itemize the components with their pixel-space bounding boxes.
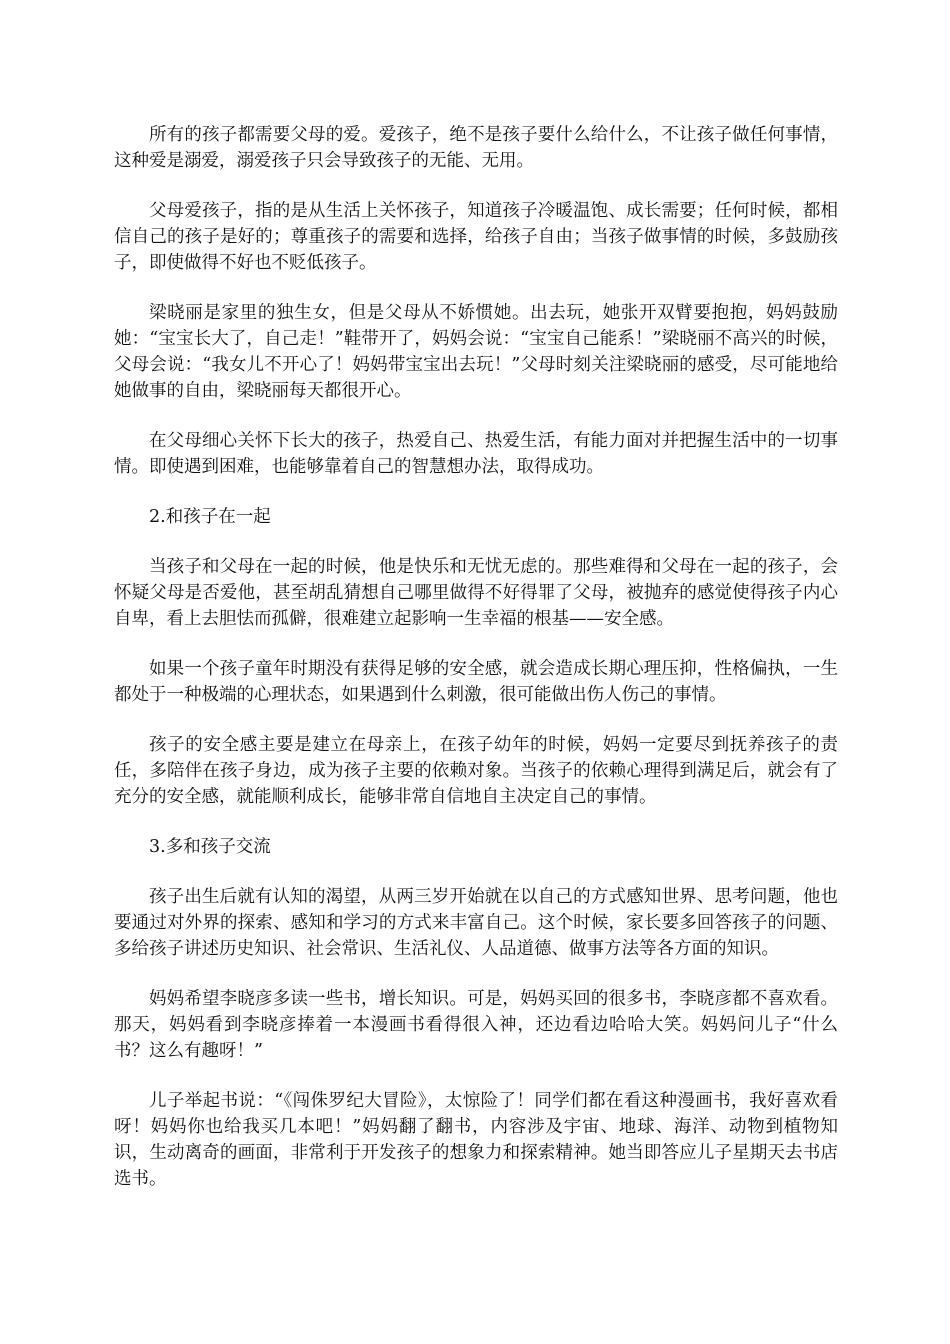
paragraph: 梁晓丽是家里的独生女，但是父母从不娇惯她。出去玩，她张开双臂要抱抱，妈妈鼓励她：“宝宝长大了，自己走！”鞋带开了，妈妈会说：“宝宝自己能系！”梁晓丽不高兴的时候，父母会说：“我女儿不开心了！妈妈带宝宝出去玩！”父母时刻关注梁晓丽的感受，尽可能地给她做事的自由，梁晓丽每天都很开心。 (114, 303, 838, 401)
section-heading: 2.和孩子在一起 (149, 507, 271, 527)
paragraph: 孩子出生后就有认知的渴望，从两三岁开始就在以自己的方式感知世界、思考问题，他也要通过对外界的探索、感知和学习的方式来丰富自己。这个时候，家长要多回答孩子的问题、多给孩子讲述历史知识、社会常识、生活礼仪、人品道德、做事方法等各方面的知识。 (114, 887, 838, 959)
paragraph: 孩子的安全感主要是建立在母亲上，在孩子幼年的时候，妈妈一定要尽到抚养孩子的责任，多陪伴在孩子身边，成为孩子主要的依赖对象。当孩子的依赖心理得到满足后，就会有了充分的安全感，就能顺利成长，能够非常自信地自主决定自己的事情。 (114, 735, 838, 807)
paragraph: 在父母细心关怀下长大的孩子，热爱自己、热爱生活，有能力面对并把握生活中的一切事情。即使遇到困难，也能够靠着自己的智慧想办法，取得成功。 (114, 431, 838, 477)
paragraph: 如果一个孩子童年时期没有获得足够的安全感，就会造成长期心理压抑，性格偏执，一生都处于一种极端的心理状态，如果遇到什么刺激，很可能做出伤人伤己的事情。 (114, 659, 838, 705)
paragraph: 父母爱孩子，指的是从生活上关怀孩子，知道孩子冷暖温饱、成长需要；任何时候，都相信自己的孩子是好的；尊重孩子的需要和选择，给孩子自由；当孩子做事情的时候，多鼓励孩子，即使做得不好也不贬低孩子。 (114, 201, 838, 273)
paragraph: 儿子举起书说：“《闯侏罗纪大冒险》，太惊险了！同学们都在看这种漫画书，我好喜欢看呀！妈妈你也给我买几本吧！”妈妈翻了翻书，内容涉及宇宙、地球、海洋、动物到植物知识，生动离奇的画面，非常利于开发孩子的想象力和探索精神。她当即答应儿子星期天去书店选书。 (114, 1091, 838, 1189)
section-heading: 3.多和孩子交流 (149, 837, 271, 857)
paragraph: 妈妈希望李晓彦多读一些书，增长知识。可是，妈妈买回的很多书，李晓彦都不喜欢看。那天，妈妈看到李晓彦捧着一本漫画书看得很入神，还边看边哈哈大笑。妈妈问儿子“什么书？这么有趣呀！” (114, 989, 838, 1061)
document-body (114, 122, 838, 1216)
paragraph: 当孩子和父母在一起的时候，他是快乐和无忧无虑的。那些难得和父母在一起的孩子，会怀疑父母是否爱他，甚至胡乱猜想自己哪里做得不好得罪了父母，被抛弃的感觉使得孩子内心自卑，看上去胆怯而孤僻，很难建立起影响一生幸福的根基——安全感。 (114, 557, 838, 629)
paragraph: 所有的孩子都需要父母的爱。爱孩子，绝不是孩子要什么给什么，不让孩子做任何事情，这种爱是溺爱，溺爱孩子只会导致孩子的无能、无用。 (114, 125, 838, 171)
